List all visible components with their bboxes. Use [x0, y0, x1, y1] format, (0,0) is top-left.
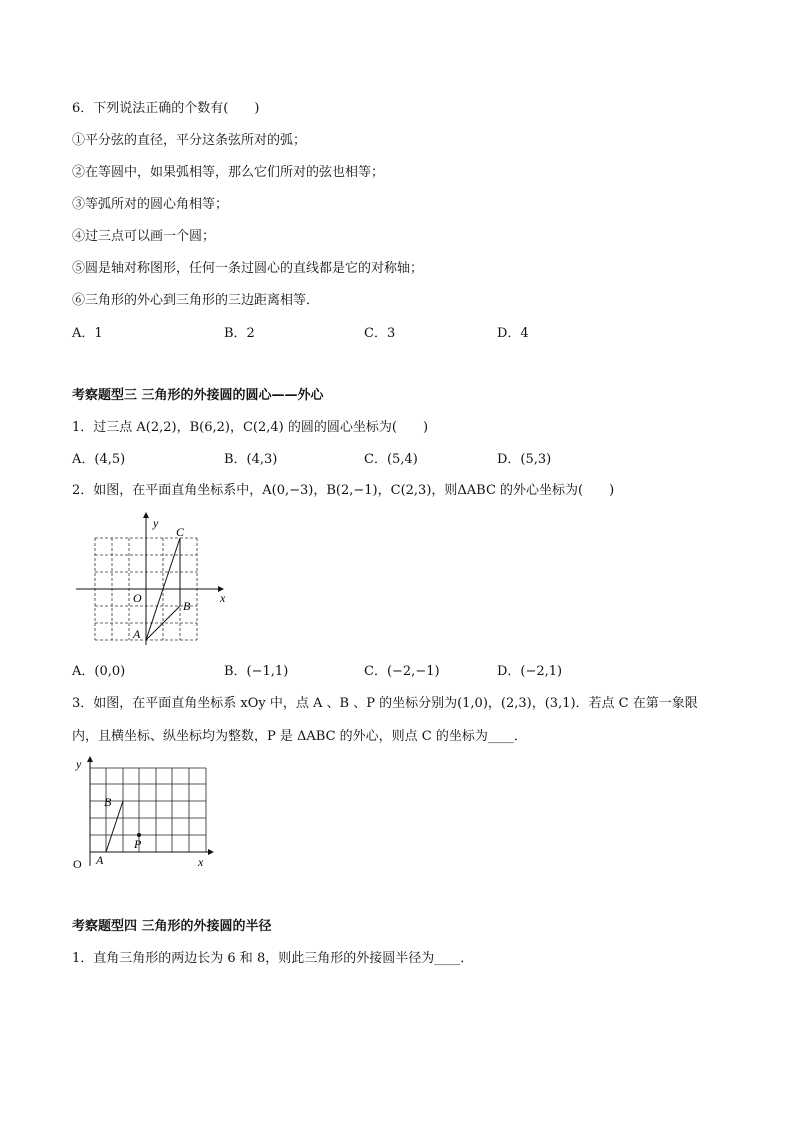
q6-item-5: ⑤圆是轴对称图形，任何一条过圆心的直线都是它的对称轴； — [72, 261, 424, 276]
q3-point-p-label: P — [134, 837, 142, 851]
q6-stem: 6．下列说法正确的个数有( ) — [72, 101, 260, 116]
q3-y-axis-label: y — [76, 757, 82, 771]
q2-point-c-label: C — [176, 525, 185, 539]
section4-title: 考察题型四 三角形的外接圆的半径 — [72, 919, 272, 934]
s4-q1-stem: 1．直角三角形的两边长为 6 和 8，则此三角形的外接圆半径为____． — [72, 951, 474, 966]
section3-title: 考察题型三 三角形的外接圆的圆心——外心 — [72, 388, 324, 403]
s3-q2-option-d: D．(−2,1) — [497, 664, 563, 679]
q2-origin-label: O — [133, 591, 142, 605]
q6-item-3: ③等弧所对的圆心角相等； — [72, 197, 229, 212]
s3-q2-option-b: B．(−1,1) — [224, 664, 289, 679]
q2-coordinate-figure — [70, 510, 240, 650]
s3-q2-option-c: C．(−2,−1) — [364, 664, 440, 679]
q6-option-a: A．1 — [72, 326, 103, 341]
q2-point-a-label: A — [133, 627, 141, 641]
s3-q1-option-a: A．(4,5) — [72, 452, 126, 467]
q3-origin-label: O — [73, 857, 82, 871]
q6-option-b: B．2 — [224, 326, 255, 341]
s3-q1-option-c: C．(5,4) — [364, 452, 418, 467]
q6-option-d: D．4 — [497, 326, 529, 341]
q6-option-c: C．3 — [364, 326, 396, 341]
s3-q1-option-d: D．(5,3) — [497, 452, 552, 467]
q3-point-a-label: A — [96, 853, 104, 867]
q2-x-axis-label: x — [220, 591, 226, 605]
q6-item-6: ⑥三角形的外心到三角形的三边距离相等． — [72, 293, 320, 308]
q3-coordinate-figure — [68, 756, 218, 871]
s3-q2-stem: 2．如图，在平面直角坐标系中，A(0,−3)，B(2,−1)，C(2,3)，则ΔABC 的外心坐标为( ) — [72, 483, 615, 498]
s3-q1-stem: 1．过三点 A(2,2)，B(6,2)，C(2,4) 的圆的圆心坐标为( ) — [72, 420, 429, 435]
q3-x-axis-label: x — [198, 855, 204, 869]
s3-q1-option-b: B．(4,3) — [224, 452, 278, 467]
q2-point-b-label: B — [183, 599, 191, 613]
s3-q3-stem-line2: 内，且横坐标、纵坐标均为整数，P 是 ΔABC 的外心，则点 C 的坐标为____． — [72, 729, 527, 744]
s3-q3-stem-line1: 3．如图，在平面直角坐标系 xOy 中，点 A 、B 、P 的坐标分别为(1,0)，(2,3)，(3,1)．若点 C 在第一象限 — [72, 696, 698, 711]
q6-item-1: ①平分弦的直径，平分这条弦所对的弧； — [72, 133, 307, 148]
q3-point-b-label: B — [104, 795, 112, 809]
q6-item-2: ②在等圆中，如果弧相等，那么它们所对的弦也相等； — [72, 165, 385, 180]
s3-q2-option-a: A．(0,0) — [72, 664, 126, 679]
q2-y-axis-label: y — [153, 516, 159, 530]
q6-item-4: ④过三点可以画一个圆； — [72, 229, 216, 244]
